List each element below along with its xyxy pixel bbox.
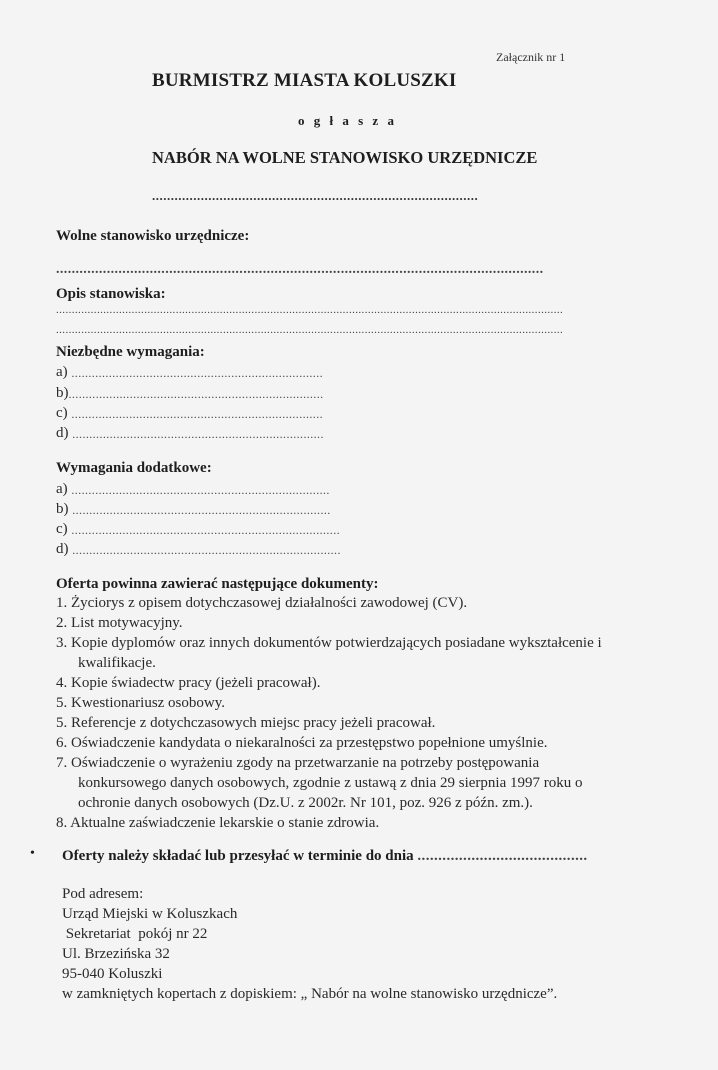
vacancy-blank-line: ............................................................................................................................. <box>56 262 544 277</box>
description-blank-line: ................................................................................................................................................................. <box>56 324 564 336</box>
item-label: c) <box>56 405 72 421</box>
address-line: Urząd Miejski w Koluszkach <box>62 906 238 922</box>
vacancy-heading: Wolne stanowisko urzędnicze: <box>56 228 250 244</box>
authority-title: BURMISTRZ MIASTA KOLUSZKI <box>152 70 457 91</box>
additional-item <box>56 481 435 498</box>
document-item: 6. Oświadczenie kandydata o niekaralności za przestępstwo popełnione umyślnie. <box>56 735 548 751</box>
document-item: 4. Kopie świadectw pracy (jeżeli pracował). <box>56 675 321 691</box>
address-line: w zamkniętych kopertach z dopiskiem: „ Nabór na wolne stanowisko urzędnicze”. <box>62 986 558 1002</box>
additional-heading: Wymagania dodatkowe: <box>56 460 212 476</box>
required-item <box>56 364 423 381</box>
address-line: 95-040 Koluszki <box>62 966 163 982</box>
document-item: 3. Kopie dyplomów oraz innych dokumentów potwierdzających posiadane wykształcenie i <box>56 635 602 651</box>
document-item: 5. Referencje z dotychczasowych miejsc pracy jeżeli pracował. <box>56 715 436 731</box>
document-item: 7. Oświadczenie o wyrażeniu zgody na przetwarzanie na potrzeby postępowania <box>56 755 540 771</box>
title-blank-line: ....................................................................................... <box>152 188 479 203</box>
item-label: c) <box>56 521 72 537</box>
announces-label: o g ł a s z a <box>298 113 397 128</box>
item-blank: ........................................................................... <box>68 387 324 401</box>
annex-label: Załącznik nr 1 <box>496 50 566 64</box>
recruitment-title: NABÓR NA WOLNE STANOWISKO URZĘDNICZE <box>152 148 538 167</box>
description-blank-line: ................................................................................................................................................................. <box>56 304 564 316</box>
deadline-line <box>62 848 627 865</box>
address-line: Ul. Brzezińska 32 <box>62 946 170 962</box>
deadline-text: Oferty należy składać lub przesyłać w terminie do dnia <box>62 848 418 864</box>
document-item: 1. Życiorys z opisem dotychczasowej działalności zawodowej (CV). <box>56 595 468 611</box>
address-line: Sekretariat pokój nr 22 <box>62 926 208 942</box>
document-item-continuation: konkursowego danych osobowych, zgodnie z ustawą z dnia 29 sierpnia 1997 roku o <box>78 775 583 791</box>
item-blank: .......................................................................... <box>71 407 324 421</box>
item-blank: ............................................................................... <box>72 543 341 557</box>
additional-item <box>56 541 442 558</box>
item-label: d) <box>56 541 73 557</box>
description-heading: Opis stanowiska: <box>56 286 166 302</box>
document-item: 2. List motywacyjny. <box>56 615 183 631</box>
item-blank: ............................................................................ <box>71 483 330 497</box>
additional-item <box>56 521 441 538</box>
item-label: b) <box>56 385 69 401</box>
item-blank: ............................................................................... <box>71 523 341 537</box>
item-blank: ............................................................................ <box>72 503 331 517</box>
item-label: d) <box>56 425 73 441</box>
document-item: 8. Aktualne zaświadczenie lekarskie o stanie zdrowia. <box>56 815 380 831</box>
address-line: Pod adresem: <box>62 886 144 902</box>
item-label: a) <box>56 364 72 380</box>
additional-item <box>56 501 434 518</box>
document-item-continuation: ochronie danych osobowych (Dz.U. z 2002r. Nr 101, poz. 926 z późn. zm.). <box>78 795 533 811</box>
required-heading: Niezbędne wymagania: <box>56 344 205 360</box>
item-label: b) <box>56 501 73 517</box>
documents-heading: Oferta powinna zawierać następujące dokumenty: <box>56 576 379 592</box>
deadline-blank: ......................................... <box>417 848 588 864</box>
document-item: 5. Kwestionariusz osobowy. <box>56 695 226 711</box>
bullet-icon: • <box>30 846 35 861</box>
item-label: a) <box>56 481 72 497</box>
item-blank: .......................................................................... <box>72 427 324 441</box>
item-blank: .......................................................................... <box>71 366 324 380</box>
required-item <box>56 385 425 402</box>
document-item-continuation: kwalifikacje. <box>78 655 156 671</box>
required-item <box>56 405 421 422</box>
required-item <box>56 425 424 442</box>
